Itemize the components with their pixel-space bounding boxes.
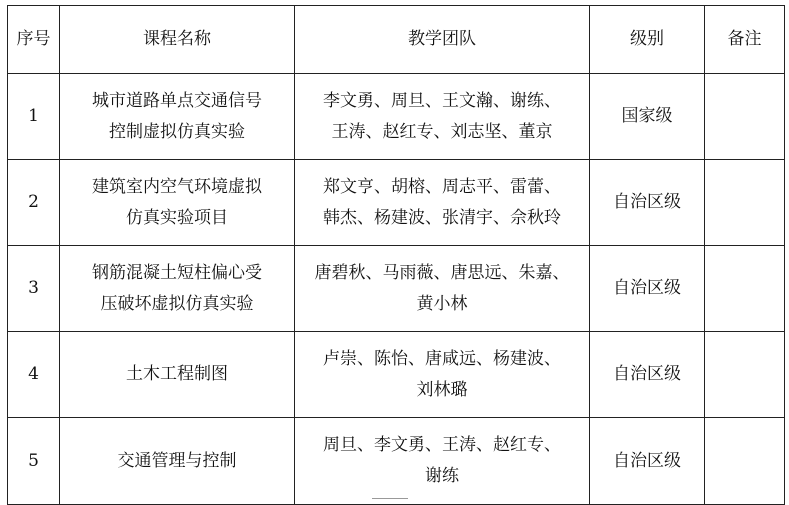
remark-cell xyxy=(705,246,785,332)
table-row xyxy=(8,74,785,160)
course-name-line: 土木工程制图 xyxy=(126,364,228,384)
header-remark: 备注 xyxy=(705,6,785,74)
row-number: 3 xyxy=(8,246,60,332)
row-number: 4 xyxy=(8,332,60,418)
team-line: 谢练 xyxy=(425,466,459,486)
level-cell: 自治区级 xyxy=(590,160,705,246)
header-level: 级别 xyxy=(590,6,705,74)
page-divider xyxy=(372,498,408,501)
header-course-name: 课程名称 xyxy=(60,6,295,74)
team-line: 黄小林 xyxy=(416,293,468,314)
course-name-line: 建筑室内空气环境虚拟 xyxy=(92,176,262,197)
team-line: 唐碧秋、马雨薇、唐思远、朱嘉、 xyxy=(314,262,570,283)
course-name-line: 控制虚拟仿真实验 xyxy=(109,121,245,142)
course-name-line: 交通管理与控制 xyxy=(117,450,237,471)
remark-cell xyxy=(705,160,785,246)
course-name-cell xyxy=(60,418,295,505)
course-name-line: 城市道路单点交通信号 xyxy=(92,90,262,111)
team-line: 刘林璐 xyxy=(416,379,468,400)
teaching-team-cell xyxy=(295,246,590,332)
header-teaching-team: 教学团队 xyxy=(295,6,590,74)
course-name-line: 仿真实验项目 xyxy=(126,207,228,228)
teaching-team-cell xyxy=(295,418,590,505)
level-cell: 自治区级 xyxy=(590,332,705,418)
teaching-team-cell xyxy=(295,160,590,246)
team-line: 王涛、赵红专、刘志坚、董京 xyxy=(331,121,553,142)
team-line: 韩杰、杨建波、张清宇、佘秋玲 xyxy=(323,207,561,228)
table-row xyxy=(8,160,785,246)
team-line: 卢崇、陈怡、唐咸远、杨建波、 xyxy=(323,348,561,369)
remark-cell xyxy=(705,74,785,160)
level-cell: 自治区级 xyxy=(590,418,705,505)
row-number: 2 xyxy=(8,160,60,246)
table-header-row xyxy=(8,6,785,74)
course-name-cell xyxy=(60,332,295,418)
row-number: 5 xyxy=(8,418,60,505)
team-line: 李文勇、周旦、王文瀚、谢练、 xyxy=(323,90,561,111)
header-no: 序号 xyxy=(8,6,60,74)
teaching-team-cell xyxy=(295,332,590,418)
level-cell: 国家级 xyxy=(590,74,705,160)
course-table xyxy=(7,5,785,505)
course-name-cell xyxy=(60,74,295,160)
team-line: 郑文亨、胡榕、周志平、雷蕾、 xyxy=(323,176,561,197)
teaching-team-cell xyxy=(295,74,590,160)
row-number: 1 xyxy=(8,74,60,160)
remark-cell xyxy=(705,332,785,418)
course-name-line: 压破坏虚拟仿真实验 xyxy=(100,293,254,314)
table-row xyxy=(8,418,785,505)
table-row xyxy=(8,246,785,332)
course-name-line: 钢筋混凝土短柱偏心受 xyxy=(92,262,262,283)
level-cell: 自治区级 xyxy=(590,246,705,332)
team-line: 周旦、李文勇、王涛、赵红专、 xyxy=(323,435,561,455)
course-name-cell xyxy=(60,160,295,246)
remark-cell xyxy=(705,418,785,505)
course-name-cell xyxy=(60,246,295,332)
table-row xyxy=(8,332,785,418)
